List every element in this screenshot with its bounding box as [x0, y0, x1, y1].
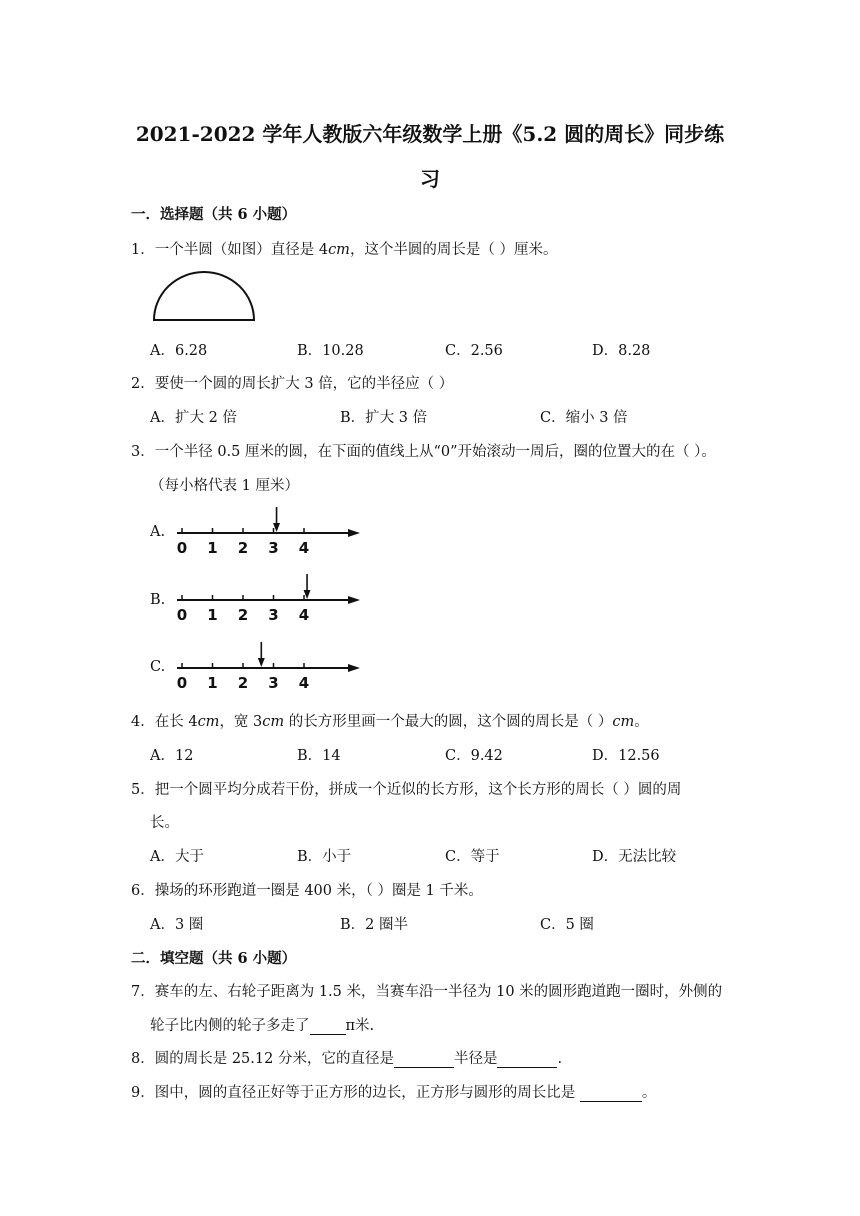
- arrowhead-icon: [348, 596, 360, 604]
- question-3-option-c[interactable]: C.: [150, 659, 166, 675]
- arrowhead-icon: [348, 664, 360, 672]
- number-line-tick-label: 3: [268, 539, 279, 557]
- question-6-option-b[interactable]: B．2 圈半: [340, 917, 408, 933]
- question-6-option-c[interactable]: C．5 圈: [540, 917, 594, 933]
- number-line-tick-label: 1: [207, 539, 218, 557]
- question-5-option-d[interactable]: D．无法比较: [592, 849, 677, 865]
- question-6-option-a[interactable]: A．3 圈: [150, 917, 204, 933]
- question-1: [131, 238, 558, 259]
- question-8-text-pre: 8．圆的周长是 25.12 分米，它的直径是: [131, 1051, 394, 1067]
- question-7: 7．赛车的左、右轮子距离为 1.5 米，当赛车沿一半径为 10 米的圆形跑道跑一圈时，外侧的: [131, 984, 723, 1000]
- arrowhead-icon: [348, 529, 360, 537]
- number-line-tick-label: 1: [207, 606, 218, 624]
- question-4-text-4: 。: [634, 714, 649, 730]
- question-5: 5．把一个圆平均分成若干份，拼成一个近似的长方形，这个长方形的周长（ ）圆的周: [131, 782, 682, 798]
- question-3-note: （每小格代表 1 厘米）: [150, 478, 299, 494]
- question-1-text-post: ，这个半圆的周长是（ ）厘米。: [349, 242, 558, 258]
- unit-cm: cm: [262, 714, 285, 730]
- question-5-option-b[interactable]: B．小于: [297, 849, 352, 865]
- answer-blank-radius[interactable]: [497, 1051, 557, 1068]
- question-1-option-b[interactable]: B．10.28: [297, 343, 364, 359]
- number-line-tick-label: 4: [298, 606, 310, 624]
- question-3: 3．一个半径 0.5 厘米的圆，在下面的值线上从“0”开始滚动一周后，圈的位置大的在（ ）。: [131, 444, 716, 460]
- number-line-b: [172, 572, 364, 628]
- question-4-text-3: 的长方形里画一个最大的圆，这个圆的周长是（ ）: [284, 714, 613, 730]
- question-4-option-a[interactable]: A．12: [150, 748, 194, 764]
- number-line-tick-label: 3: [268, 606, 279, 624]
- unit-cm: cm: [197, 714, 220, 730]
- question-1-text-pre: 1．一个半圆（如图）直径是 4: [131, 242, 329, 258]
- question-2: 2．要使一个圆的周长扩大 3 倍，它的半径应（ ）: [131, 376, 454, 392]
- question-6: 6．操场的环形跑道一圈是 400 米，（ ）圈是 1 千米。: [131, 883, 483, 899]
- question-7-continuation: [150, 1014, 374, 1035]
- number-line-tick-label: 0: [176, 539, 188, 557]
- question-4: [131, 710, 649, 731]
- question-5-option-a[interactable]: A．大于: [150, 849, 204, 865]
- number-line-tick-label: 0: [176, 674, 188, 692]
- question-5-option-c[interactable]: C．等于: [445, 849, 500, 865]
- unit-cm: cm: [612, 714, 635, 730]
- question-8-text-mid: 半径是: [453, 1051, 498, 1067]
- question-1-option-c[interactable]: C．2.56: [445, 343, 503, 359]
- number-line-tick-label: 4: [298, 539, 310, 557]
- number-line-tick-label: 2: [237, 674, 249, 692]
- section-heading-choice: 一．选择题（共 6 小题）: [131, 206, 297, 223]
- question-7-text-post: π米.: [345, 1018, 375, 1034]
- question-1-option-d[interactable]: D．8.28: [592, 343, 651, 359]
- page-title-continuation: 习: [420, 167, 440, 191]
- question-7-text-pre: 轮子比内侧的轮子多走了: [150, 1018, 310, 1034]
- question-3-option-b[interactable]: B.: [150, 592, 166, 608]
- unit-cm: cm: [328, 242, 350, 258]
- section-heading-fill: 二．填空题（共 6 小题）: [131, 950, 297, 967]
- question-9-text-pre: 9．图中，圆的直径正好等于正方形的边长，正方形与圆形的周长比是: [131, 1085, 580, 1101]
- question-2-option-a[interactable]: A．扩大 2 倍: [150, 410, 237, 426]
- question-2-option-c[interactable]: C．缩小 3 倍: [540, 410, 628, 426]
- question-3-option-a[interactable]: A.: [150, 524, 166, 540]
- number-line-tick-label: 2: [237, 539, 249, 557]
- question-8-text-post: .: [557, 1051, 563, 1067]
- answer-blank[interactable]: [580, 1085, 642, 1102]
- question-4-text-1: 4．在长 4: [131, 714, 198, 730]
- question-9-text-post: 。: [641, 1085, 657, 1101]
- question-4-option-d[interactable]: D．12.56: [592, 748, 660, 764]
- question-4-text-2: ，宽 3: [219, 714, 263, 730]
- number-line-tick-label: 0: [176, 606, 188, 624]
- question-4-option-b[interactable]: B．14: [297, 748, 341, 764]
- answer-blank[interactable]: [310, 1018, 346, 1035]
- question-5-continuation: 长。: [150, 815, 179, 831]
- question-8: [131, 1047, 562, 1068]
- number-line-tick-label: 1: [207, 674, 218, 692]
- down-arrow-icon: [258, 658, 265, 667]
- number-line-tick-label: 4: [298, 674, 310, 692]
- number-line-a: [172, 505, 364, 561]
- question-4-option-c[interactable]: C．9.42: [445, 748, 503, 764]
- page-title: 2021-2022 学年人教版六年级数学上册《5.2 圆的周长》同步练: [135, 122, 725, 146]
- answer-blank-diameter[interactable]: [394, 1051, 454, 1068]
- number-line-tick-label: 2: [237, 606, 249, 624]
- question-2-option-b[interactable]: B．扩大 3 倍: [340, 410, 428, 426]
- number-line-tick-label: 3: [268, 674, 279, 692]
- question-1-option-a[interactable]: A．6.28: [150, 343, 208, 359]
- number-line-c: [172, 640, 364, 696]
- question-9: [131, 1081, 656, 1102]
- semicircle-figure: [150, 268, 258, 324]
